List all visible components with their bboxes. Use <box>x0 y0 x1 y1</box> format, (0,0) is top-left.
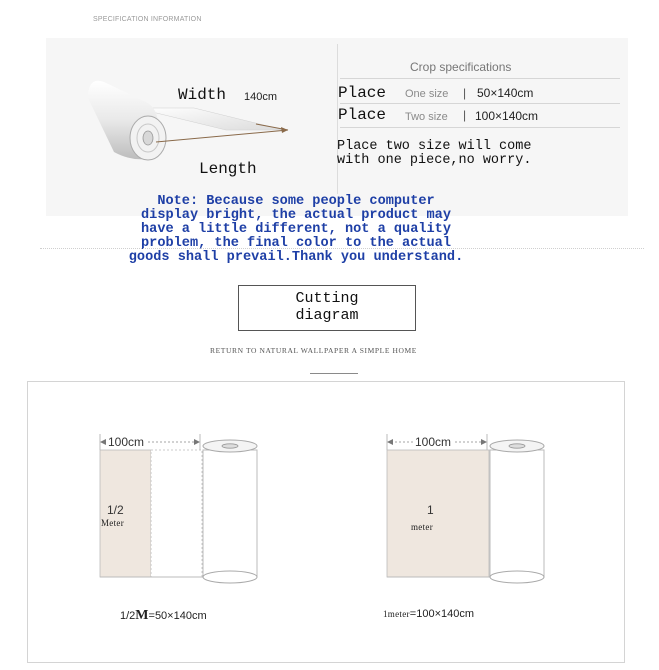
size-separator-two: | <box>463 108 467 122</box>
half-formula-rest: =50×140cm <box>148 610 207 622</box>
half-width-label: 100cm <box>108 435 145 449</box>
two-size-note <box>337 140 637 168</box>
crop-spec-title: Crop specifications <box>410 60 512 74</box>
two-size-note-line2: with one piece,no worry. <box>337 153 532 168</box>
half-formula <box>120 608 207 624</box>
size-value-two: 100×140cm <box>475 109 539 123</box>
cutting-diagram-heading <box>238 290 416 324</box>
width-value: 140cm <box>244 91 278 103</box>
crop-spec-divider <box>340 78 620 79</box>
spec-heading: SPECIFICATION INFORMATION <box>93 16 202 23</box>
one-formula <box>383 608 474 620</box>
color-disclaimer-line3: have a little different, not a quality <box>141 222 451 237</box>
color-disclaimer-line1: Note: Because some people computer <box>157 194 435 209</box>
color-disclaimer-line4: problem, the final color to the actual <box>141 236 451 251</box>
cutting-heading-line2: diagram <box>295 307 359 324</box>
crop-spec-divider <box>340 127 620 128</box>
size-name-two: Two size <box>405 111 448 123</box>
two-size-note-line1: Place two size will come <box>337 139 532 154</box>
wallpaper-roll-illustration <box>66 68 296 168</box>
crop-spec-divider <box>340 103 620 104</box>
one-meter-diagram <box>377 430 557 590</box>
place-label-one: Place <box>338 84 387 102</box>
width-label: Width <box>178 86 227 104</box>
size-name-one: One size <box>405 88 449 100</box>
half-unit: Meter <box>101 518 124 528</box>
half-formula-unit: M <box>135 608 149 623</box>
place-label-two: Place <box>338 106 387 124</box>
length-label: Length <box>199 160 257 178</box>
tagline: RETURN TO NATURAL WALLPAPER A SIMPLE HOME <box>210 346 417 355</box>
color-disclaimer-line5: goods shall prevail.Thank you understand. <box>128 250 464 265</box>
cutting-heading-line1: Cutting <box>295 290 359 307</box>
size-separator-one: | <box>463 86 467 100</box>
one-fraction: 1 <box>427 503 434 517</box>
one-formula-prefix: 1meter <box>383 609 410 619</box>
section-divider <box>40 248 644 249</box>
one-formula-rest: =100×140cm <box>409 608 475 620</box>
color-disclaimer-line2: display bright, the actual product may <box>141 208 451 223</box>
size-value-one: 50×140cm <box>477 86 534 100</box>
one-width-label: 100cm <box>415 435 452 449</box>
color-disclaimer <box>48 195 544 265</box>
tagline-rule <box>310 373 358 374</box>
half-formula-prefix: 1/2 <box>120 610 136 622</box>
one-unit: meter <box>411 522 433 532</box>
half-fraction: 1/2 <box>107 503 124 517</box>
